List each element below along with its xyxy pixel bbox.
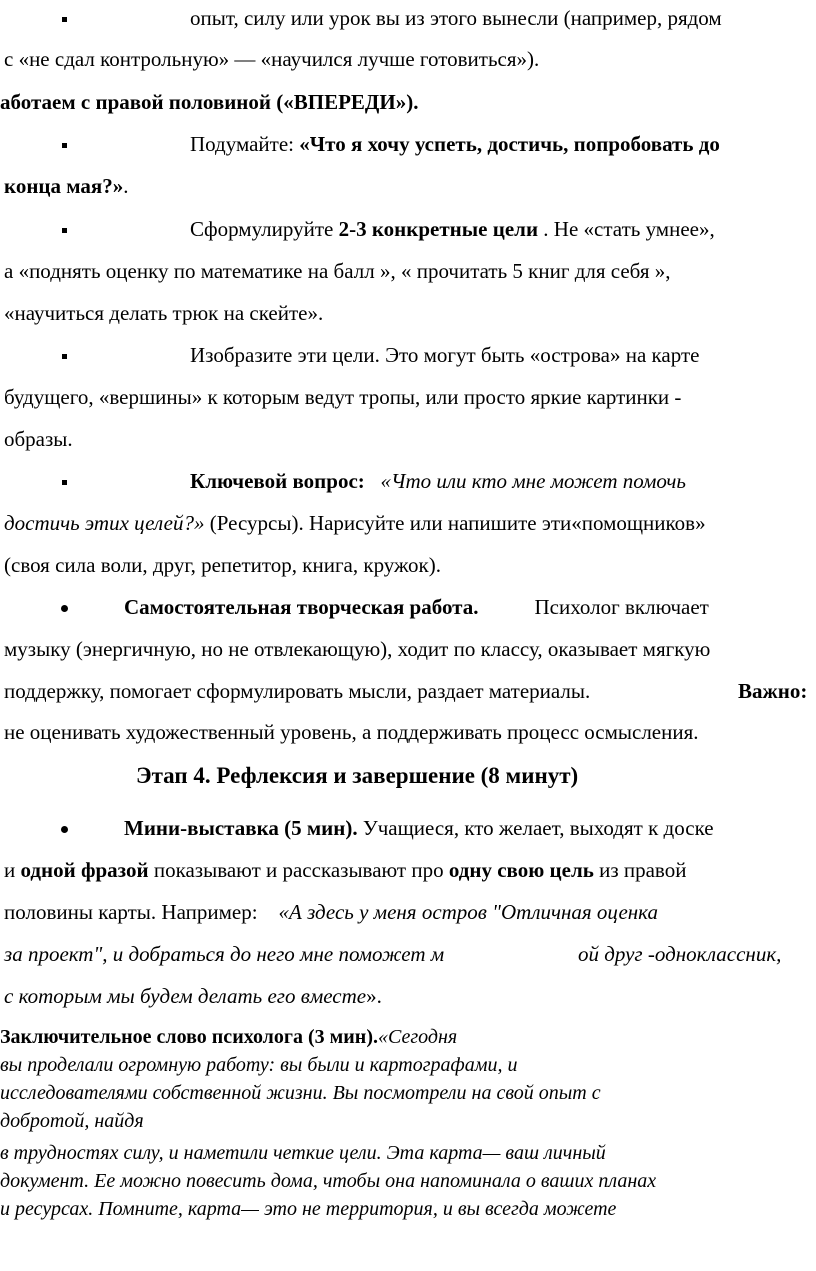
text-line: «научиться делать трюк на скейте». <box>4 301 324 325</box>
square-bullet-icon <box>62 480 67 485</box>
section-heading: Этап 4. Рефлексия и завершение (8 минут) <box>136 763 579 788</box>
text-line: конца мая?». <box>4 174 129 198</box>
square-bullet-icon <box>62 143 67 148</box>
text-line: добротой, найдя <box>0 1110 144 1132</box>
text-line: не оценивать художественный уровень, а поддерживать процесс осмысления. <box>4 720 699 744</box>
text-line: образы. <box>4 427 73 451</box>
text-line: за проект", и добраться до него мне поможет м <box>4 942 445 966</box>
section-subheading: аботаем с правой половиной («ВПЕРЕДИ»). <box>0 90 419 114</box>
square-bullet-icon <box>62 17 67 22</box>
text-line: будущего, «вершины» к которым ведут тропы, или просто яркие картинки - <box>4 385 682 409</box>
text-line: Ключевой вопрос: «Что или кто мне может помочь <box>190 469 686 493</box>
round-bullet-icon <box>61 826 68 833</box>
text-line: музыку (энергичную, но не отвлекающую), ходит по классу, оказывает мягкую <box>4 637 711 661</box>
text-line: опыт, силу или урок вы из этого вынесли (например, рядом <box>190 6 722 30</box>
text-line: исследователями собственной жизни. Вы посмотрели на свой опыт с <box>0 1082 601 1104</box>
square-bullet-icon <box>62 228 67 233</box>
text-line: Заключительное слово психолога (3 мин).«Сегодня <box>0 1026 458 1048</box>
text-line: вы проделали огромную работу: вы были и картографами, и <box>0 1054 518 1076</box>
text-line: в трудностях силу, и наметили четкие цели. Эта карта— ваш личный <box>0 1142 606 1164</box>
text-line: достичь этих целей?» (Ресурсы). Нарисуйте или напишите эти«помощников» <box>4 511 706 535</box>
text-line: Самостоятельная творческая работа. Психолог включает <box>124 595 709 619</box>
text-line: (своя сила воли, друг, репетитор, книга, кружок). <box>4 553 441 577</box>
round-bullet-icon <box>61 605 68 612</box>
text-line: и ресурсах. Помните, карта— это не территория, и вы всегда можете <box>0 1198 617 1220</box>
text-line: поддержку, помогает сформулировать мысли, раздает материалы. <box>4 679 591 703</box>
text-line: Сформулируйте 2-3 конкретные цели . Не «стать умнее», <box>190 217 715 241</box>
text-line: Изобразите эти цели. Это могут быть «острова» на карте <box>190 343 700 367</box>
text-line: ой друг -одноклассник, <box>578 942 782 966</box>
text-line: а «поднять оценку по математике на балл », « прочитать 5 книг для себя », <box>4 259 671 283</box>
square-bullet-icon <box>62 354 67 359</box>
text-line: с «не сдал контрольную» — «научился лучше готовиться»). <box>4 47 540 71</box>
text-line: с которым мы будем делать его вместе». <box>4 984 382 1008</box>
text-line: половины карты. Например: «А здесь у меня остров "Отличная оценка <box>4 900 658 924</box>
text-line: и одной фразой показывают и рассказывают про одну свою цель из правой <box>4 858 687 882</box>
text-line: документ. Ее можно повесить дома, чтобы она напоминала о ваших планах <box>0 1170 657 1192</box>
text-line: Важно: <box>738 679 808 703</box>
text-line: Подумайте: «Что я хочу успеть, достичь, попробовать до <box>190 132 720 156</box>
text-line: Мини-выставка (5 мин). Учащиеся, кто желает, выходят к доске <box>124 816 714 840</box>
